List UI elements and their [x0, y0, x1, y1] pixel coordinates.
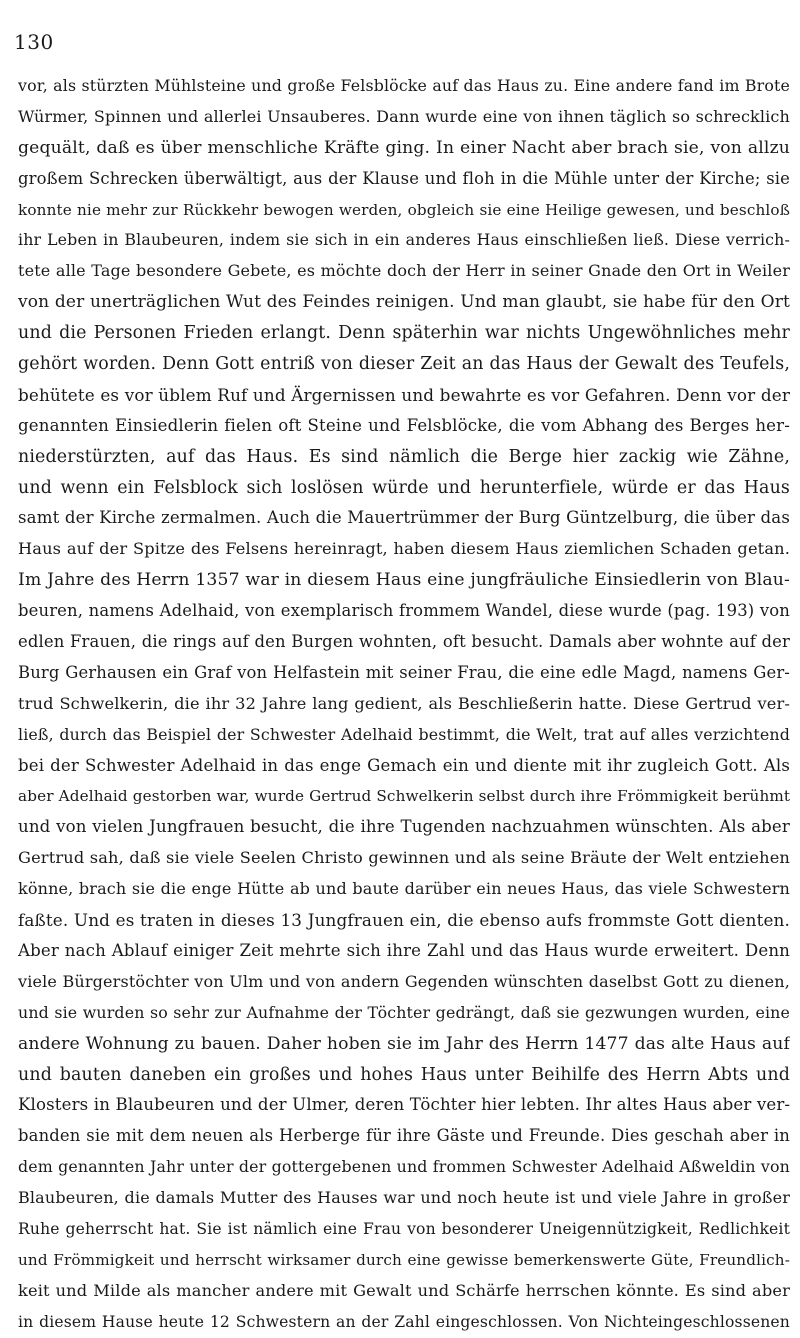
text-line: und sie wurden so sehr zur Aufnahme der Töchter gedrängt, daß sie gezwungen wurden, eine: [18, 1002, 790, 1022]
text-line: Aber nach Ablauf einiger Zeit mehrte sich ihre Zahl und das Haus wurde erweitert. Denn: [18, 940, 790, 960]
text-line: und Frömmigkeit und herrscht wirksamer durch eine gewisse bemerkenswerte Güte, Freundlich-: [18, 1250, 790, 1269]
text-line: edlen Frauen, die rings auf den Burgen wohnten, oft besucht. Damals aber wohnte auf der: [18, 632, 790, 652]
text-line: faßte. Und es traten in dieses 13 Jungfrauen ein, die ebenso aufs frommste Gott dienten.: [18, 910, 790, 931]
text-line: niederstürzten, auf das Haus. Es sind nämlich die Berge hier zackig wie Zähne,: [18, 446, 790, 467]
text-line: bei der Schwester Adelhaid in das enge Gemach ein und diente mit ihr zugleich Gott. Als: [18, 755, 790, 775]
text-line: gequält, daß es über menschliche Kräfte ging. In einer Nacht aber brach sie, von allzu: [18, 137, 790, 158]
text-line: könne, brach sie die enge Hütte ab und baute darüber ein neues Haus, das viele Schwestern: [18, 879, 790, 899]
text-line: großem Schrecken überwältigt, aus der Klause und floh in die Mühle unter der Kirche; sie: [18, 168, 790, 188]
text-line: aber Adelhaid gestorben war, wurde Gertrud Schwelkerin selbst durch ihre Frömmigkeit berühmt: [18, 787, 790, 806]
text-line: Würmer, Spinnen und allerlei Unsauberes. Dann wurde eine von ihnen täglich so schrecklich: [18, 106, 790, 126]
text-line: Im Jahre des Herrn 1357 war in diesem Haus eine jungfräuliche Einsiedlerin von Blau-: [18, 570, 790, 591]
text-line: trud Schwelkerin, die ihr 32 Jahre lang gedient, als Beschließerin hatte. Diese Gertrud ver-: [18, 693, 790, 713]
text-line: behütete es vor üblem Ruf und Ärgernissen und bewahrte es vor Gefahren. Denn vor der: [18, 384, 790, 405]
text-line: und wenn ein Felsblock sich loslösen würde und herunterfiele, würde er das Haus: [18, 477, 790, 498]
text-line: ließ, durch das Beispiel der Schwester Adelhaid bestimmt, die Welt, trat auf alles verzichtend: [18, 724, 790, 744]
text-line: keit und Milde als mancher andere mit Gewalt und Schärfe herrschen könnte. Es sind aber: [18, 1280, 790, 1300]
text-line: Klosters in Blaubeuren und der Ulmer, deren Töchter hier lebten. Ihr altes Haus aber ver-: [18, 1095, 790, 1115]
text-line: Burg Gerhausen ein Graf von Helfastein mit seiner Frau, die eine edle Magd, namens Ger-: [18, 662, 790, 682]
text-line: und die Personen Frieden erlangt. Denn späterhin war nichts Ungewöhnliches mehr: [18, 323, 790, 344]
text-line: gehört worden. Denn Gott entriß von dieser Zeit an das Haus der Gewalt des Teufels,: [18, 354, 790, 375]
text-line: vor, als stürzten Mühlsteine und große Felsblöcke auf das Haus zu. Eine andere fand im Brote: [18, 76, 790, 95]
text-line: und bauten daneben ein großes und hohes Haus unter Beihilfe des Herrn Abts und: [18, 1064, 790, 1085]
text-line: Blaubeuren, die damals Mutter des Hauses war und noch heute ist und viele Jahre in großer: [18, 1188, 790, 1208]
text-line: tete alle Tage besondere Gebete, es möchte doch der Herr in seiner Gnade den Ort in Weiler: [18, 261, 790, 281]
text-line: Gertrud sah, daß sie viele Seelen Christo gewinnen und als seine Bräute der Welt entziehen: [18, 848, 790, 868]
text-line: genannten Einsiedlerin fielen oft Steine und Felsblöcke, die vom Abhang des Berges her-: [18, 415, 790, 435]
text-line: andere Wohnung zu bauen. Daher hoben sie im Jahr des Herrn 1477 das alte Haus auf: [18, 1033, 790, 1054]
text-line: Ruhe geherrscht hat. Sie ist nämlich eine Frau von besonderer Uneigennützigkeit, Redlichkeit: [18, 1219, 790, 1238]
body-text: [18, 71, 790, 1338]
text-line: dem genannten Jahr unter der gottergebenen und frommen Schwester Adelhaid Aßweldin von: [18, 1157, 790, 1177]
page-number: 130: [14, 30, 54, 54]
text-line: ihr Leben in Blaubeuren, indem sie sich in ein anderes Haus einschließen ließ. Diese verrich-: [18, 230, 790, 250]
text-line: banden sie mit dem neuen als Herberge für ihre Gäste und Freunde. Dies geschah aber in: [18, 1126, 790, 1146]
text-line: und von vielen Jungfrauen besucht, die ihre Tugenden nachzuahmen wünschten. Als aber: [18, 817, 790, 837]
text-line: in diesem Hause heute 12 Schwestern an der Zahl eingeschlossen. Von Nichteingeschlossenen: [18, 1312, 790, 1331]
text-line: konnte nie mehr zur Rückkehr bewogen werden, obgleich sie eine Heilige gewesen, und beschloß: [18, 200, 790, 219]
text-line: beuren, namens Adelhaid, von exemplarisch frommem Wandel, diese wurde (pag. 193) von: [18, 601, 790, 621]
text-line: samt der Kirche zermalmen. Auch die Mauertrümmer der Burg Güntzelburg, die über das: [18, 508, 790, 528]
text-line: viele Bürgerstöchter von Ulm und von andern Gegenden wünschten daselbst Gott zu dienen,: [18, 971, 790, 991]
text-line: Haus auf der Spitze des Felsens hereinragt, haben diesem Haus ziemlichen Schaden getan.: [18, 539, 790, 559]
text-line: von der unerträglichen Wut des Feindes reinigen. Und man glaubt, sie habe für den Ort: [18, 292, 790, 313]
